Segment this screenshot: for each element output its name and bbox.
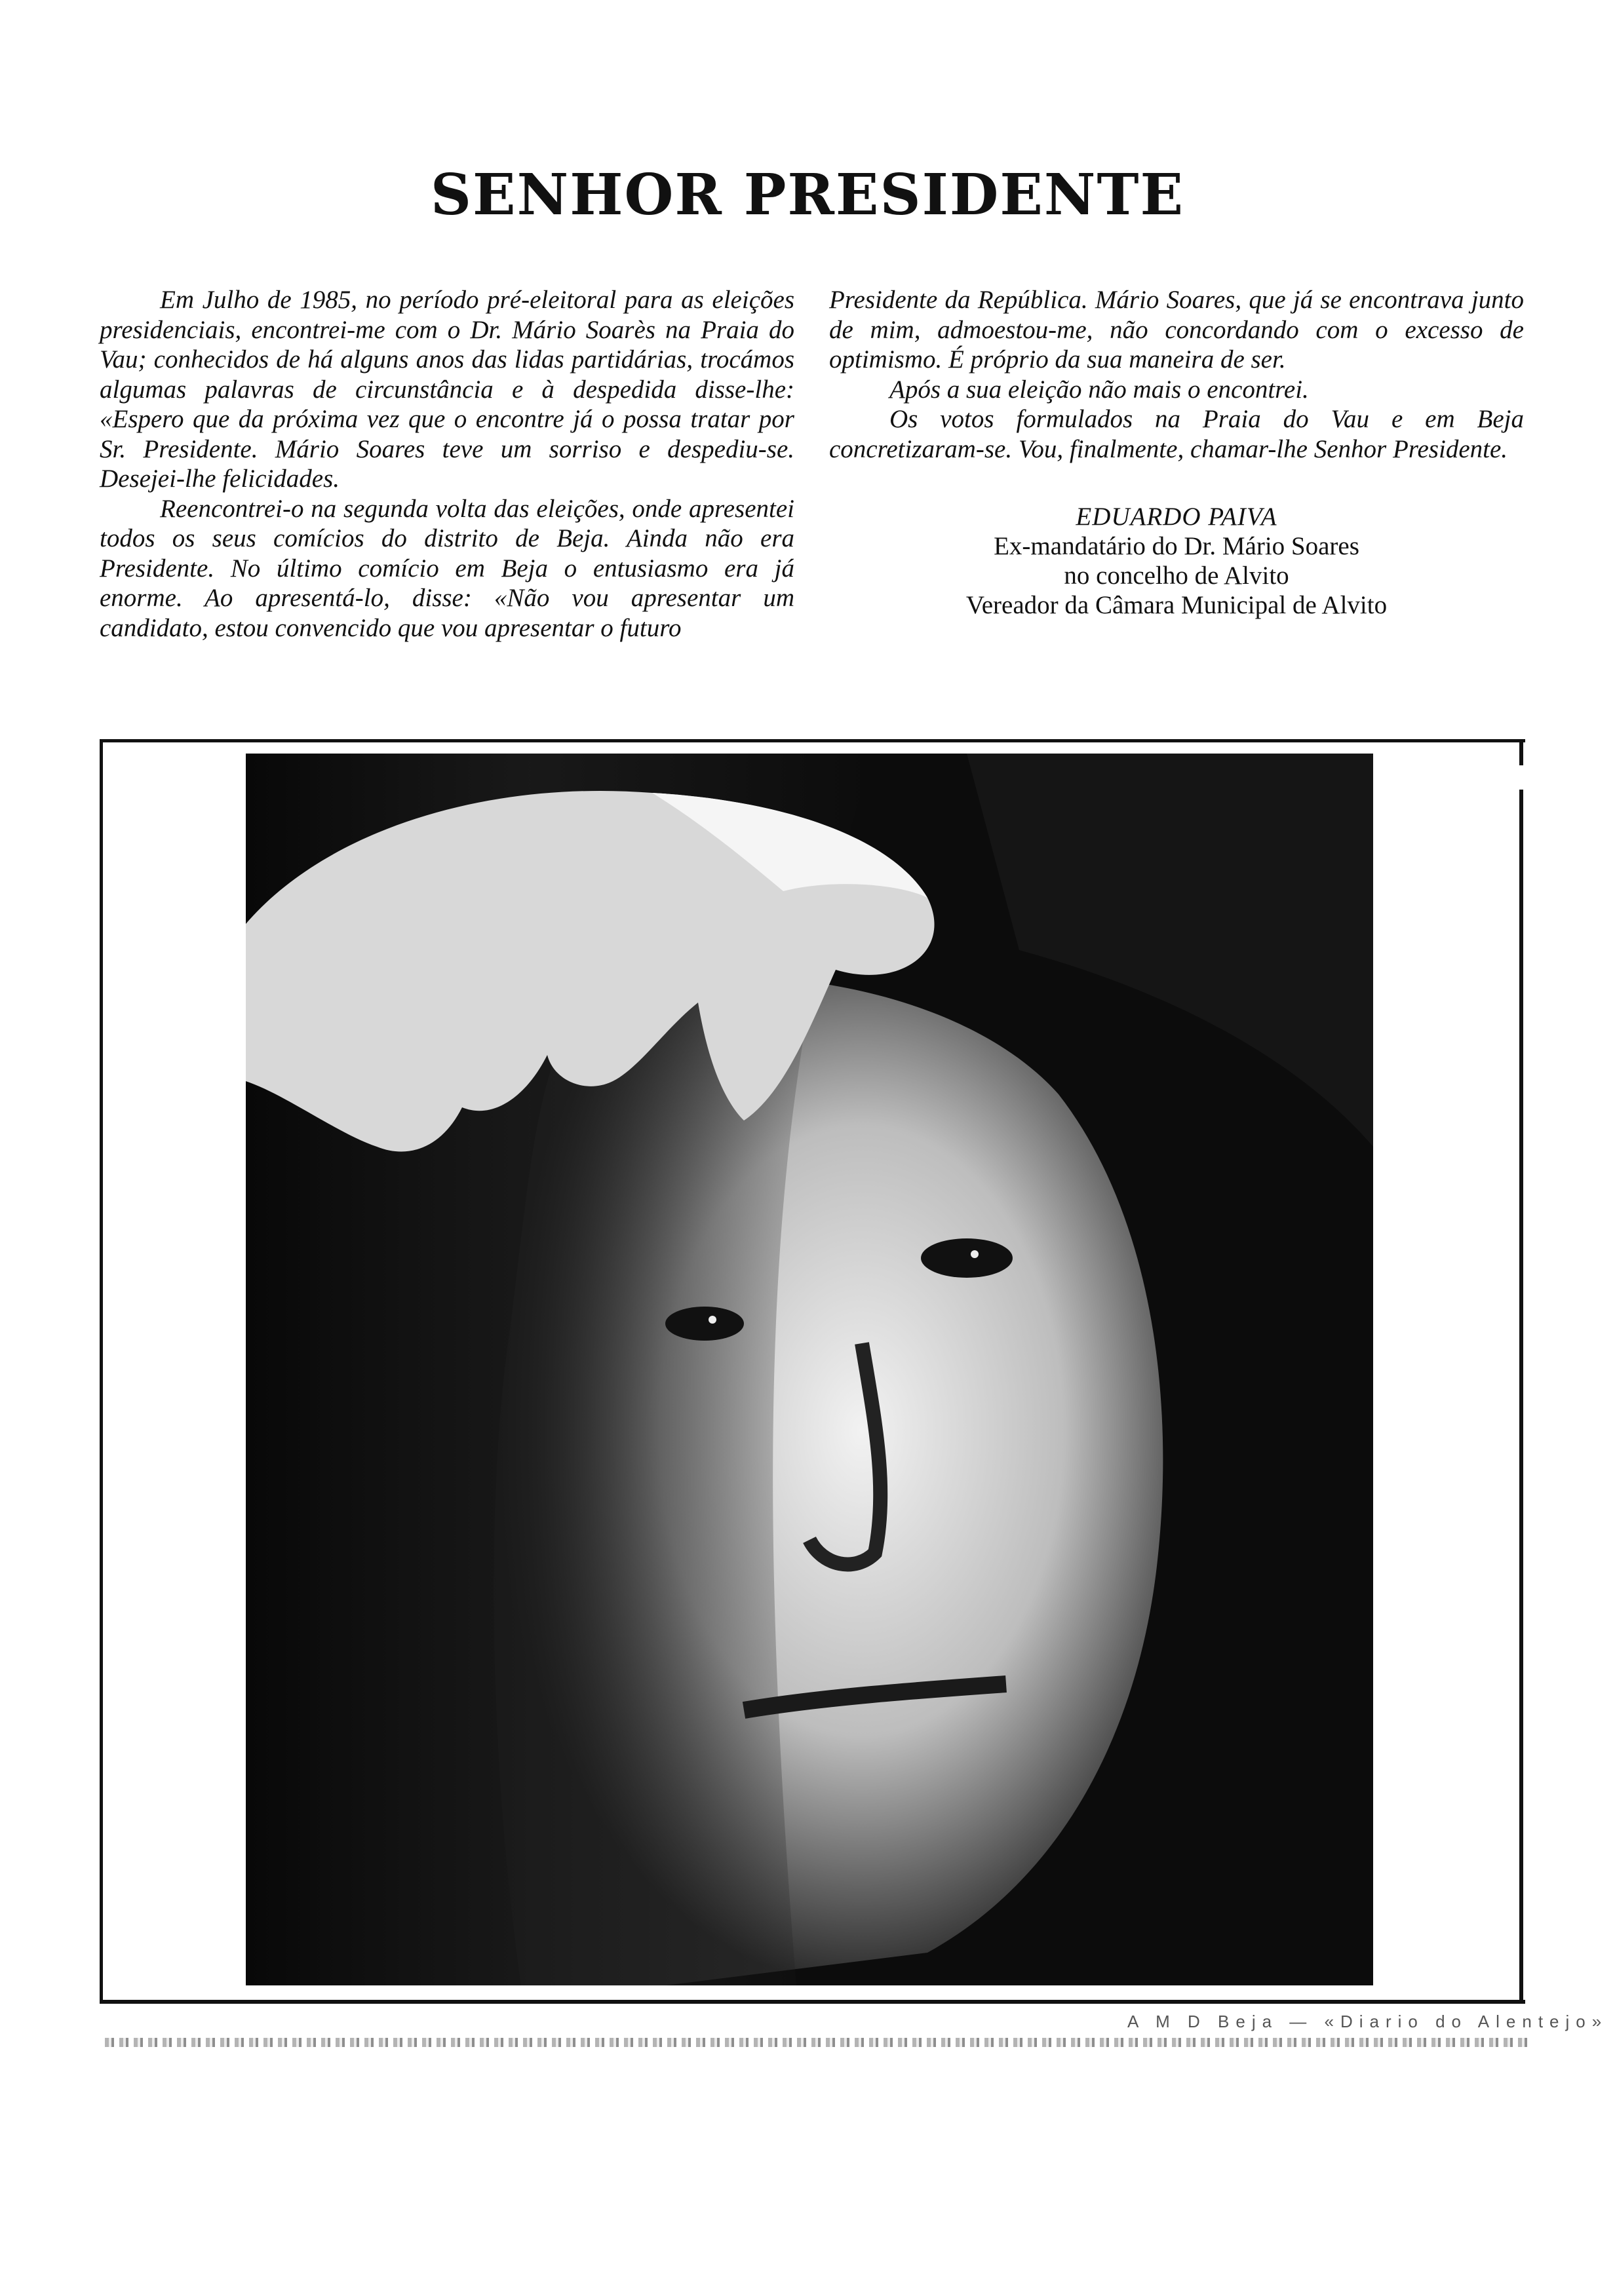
author-name: EDUARDO PAIVA (1076, 503, 1277, 531)
paragraph: Em Julho de 1985, no período pré-eleitoral para as eleições presidenciais, encontrei-me com o Dr. Mário Soarès na Praia do Vau; conhecidos de há alguns anos das lidas partidárias, trocámos algumas palavras de circunstância e à despedida disse-lhe: «Espero que da próxima vez que o encontre já o possa tratar por Sr. Presidente. Mário Soares teve um sorriso e despediu-se. Desejei-lhe felicidades. (100, 286, 794, 493)
frame-edge (1519, 739, 1523, 765)
paragraph: Após a sua eleição não mais o encontrei. (889, 375, 1309, 404)
scan-artifact (105, 2038, 1527, 2047)
author-role: Ex-mandatário do Dr. Mário Soares (994, 532, 1359, 560)
article-column-right (829, 285, 1524, 620)
photo-credit: A M D Beja — «Diario do Alentejo» (1127, 2012, 1608, 2031)
paragraph: Presidente da República. Mário Soares, que já se encontrava junto de mim, admoestou-me, não concordando com o excesso de optimismo. É próprio da sua maneira de ser. (829, 286, 1524, 373)
page-title: SENHOR PRESIDENTE (430, 162, 1185, 228)
author-role: no concelho de Alvito (1064, 562, 1289, 590)
article-column-left (100, 285, 794, 643)
paragraph: Reencontrei-o na segunda volta das eleições, onde apresentei todos os seus comícios do distrito de Beja. Ainda não era Presidente. No último comício em Beja o entusiasmo era já enorme. Ao apresentá-lo, disse: «Não vou apresentar um candidato, estou convencido que vou apresentar o futuro (100, 494, 794, 642)
frame-edge (1519, 790, 1523, 2004)
portrait-photo (246, 754, 1373, 1985)
paragraph: Os votos formulados na Praia do Vau e em Beja concretizaram-se. Vou, finalmente, chamar-lhe Senhor Presidente. (829, 405, 1524, 463)
signature-block (829, 502, 1524, 620)
author-role: Vereador da Câmara Municipal de Alvito (965, 591, 1388, 619)
